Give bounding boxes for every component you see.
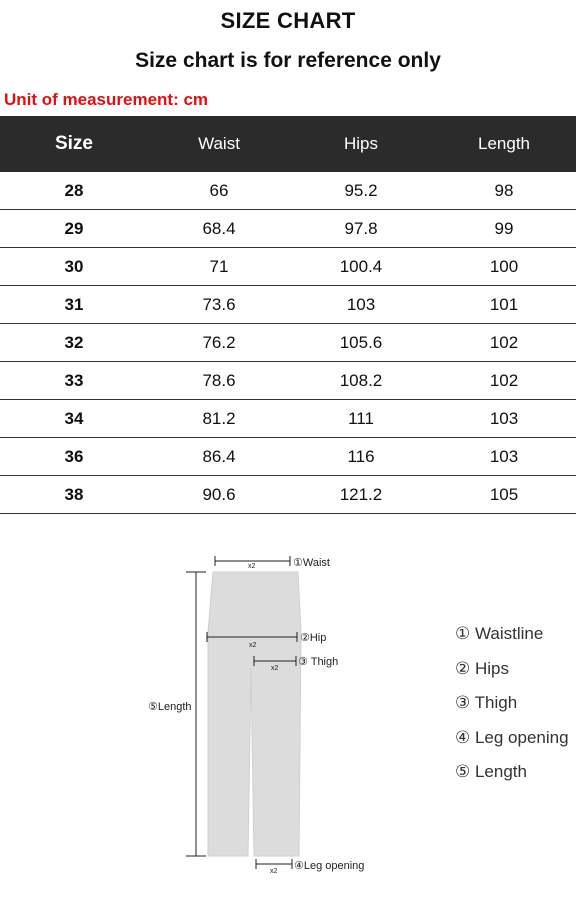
length-cell: 102 [432, 362, 576, 400]
table-row [0, 210, 576, 248]
length-cell: 103 [432, 400, 576, 438]
legend-item-hips: ② Hips [455, 658, 509, 678]
length-cell: 105 [432, 476, 576, 514]
hips-cell: 103 [290, 286, 432, 324]
hips-cell: 111 [290, 400, 432, 438]
table-row [0, 400, 576, 438]
waist-cell: 68.4 [148, 210, 290, 248]
size-cell: 31 [0, 286, 148, 324]
size-cell: 38 [0, 476, 148, 514]
size-cell: 36 [0, 438, 148, 476]
hips-cell: 97.8 [290, 210, 432, 248]
legend-item-waistline: ① Waistline [455, 624, 544, 643]
table-row [0, 172, 576, 210]
table-row [0, 248, 576, 286]
column-header-waist: Waist [148, 116, 290, 172]
length-cell: 100 [432, 248, 576, 286]
legend-item-leg-opening: ④ Leg opening [455, 727, 569, 747]
column-header-size: Size [0, 116, 148, 172]
table-row [0, 286, 576, 324]
waist-label: ①Waist [293, 557, 330, 569]
chart-subtitle: Size chart is for reference only [135, 49, 441, 72]
waist-cell: 90.6 [148, 476, 290, 514]
waist-cell: 86.4 [148, 438, 290, 476]
leg-opening-x2-label: x2 [270, 868, 278, 875]
hips-cell: 121.2 [290, 476, 432, 514]
pants-silhouette [208, 572, 301, 856]
size-cell: 34 [0, 400, 148, 438]
size-cell: 30 [0, 248, 148, 286]
size-cell: 32 [0, 324, 148, 362]
hip-label: ②Hip [300, 632, 327, 644]
hip-x2-label: x2 [249, 642, 257, 649]
table-row [0, 324, 576, 362]
length-cell: 98 [432, 172, 576, 210]
table-row [0, 476, 576, 514]
chart-title: SIZE CHART [220, 8, 356, 33]
length-cell: 102 [432, 324, 576, 362]
hips-cell: 95.2 [290, 172, 432, 210]
size-cell: 33 [0, 362, 148, 400]
column-header-hips: Hips [290, 116, 432, 172]
length-cell: 99 [432, 210, 576, 248]
length-label: ⑤Length [148, 701, 192, 713]
legend-item-thigh: ③ Thigh [455, 693, 518, 712]
legend-item-length: ⑤ Length [455, 762, 527, 781]
thigh-x2-label: x2 [271, 665, 279, 672]
hips-cell: 116 [290, 438, 432, 476]
table-row [0, 362, 576, 400]
size-cell: 28 [0, 172, 148, 210]
table-row [0, 438, 576, 476]
waist-cell: 71 [148, 248, 290, 286]
leg-opening-label: ④Leg opening [294, 860, 365, 872]
unit-note: Unit of measurement: cm [4, 90, 209, 109]
hips-cell: 108.2 [290, 362, 432, 400]
measurement-legend [455, 617, 569, 790]
length-cell: 101 [432, 286, 576, 324]
hips-cell: 105.6 [290, 324, 432, 362]
table-header-row [0, 116, 576, 172]
size-table [0, 116, 576, 514]
column-header-length: Length [432, 116, 576, 172]
size-cell: 29 [0, 210, 148, 248]
waist-cell: 81.2 [148, 400, 290, 438]
hips-cell: 100.4 [290, 248, 432, 286]
waist-cell: 73.6 [148, 286, 290, 324]
length-cell: 103 [432, 438, 576, 476]
waist-cell: 78.6 [148, 362, 290, 400]
thigh-label: ③ Thigh [298, 656, 339, 668]
waist-cell: 76.2 [148, 324, 290, 362]
waist-x2-label: x2 [248, 563, 256, 570]
waist-cell: 66 [148, 172, 290, 210]
